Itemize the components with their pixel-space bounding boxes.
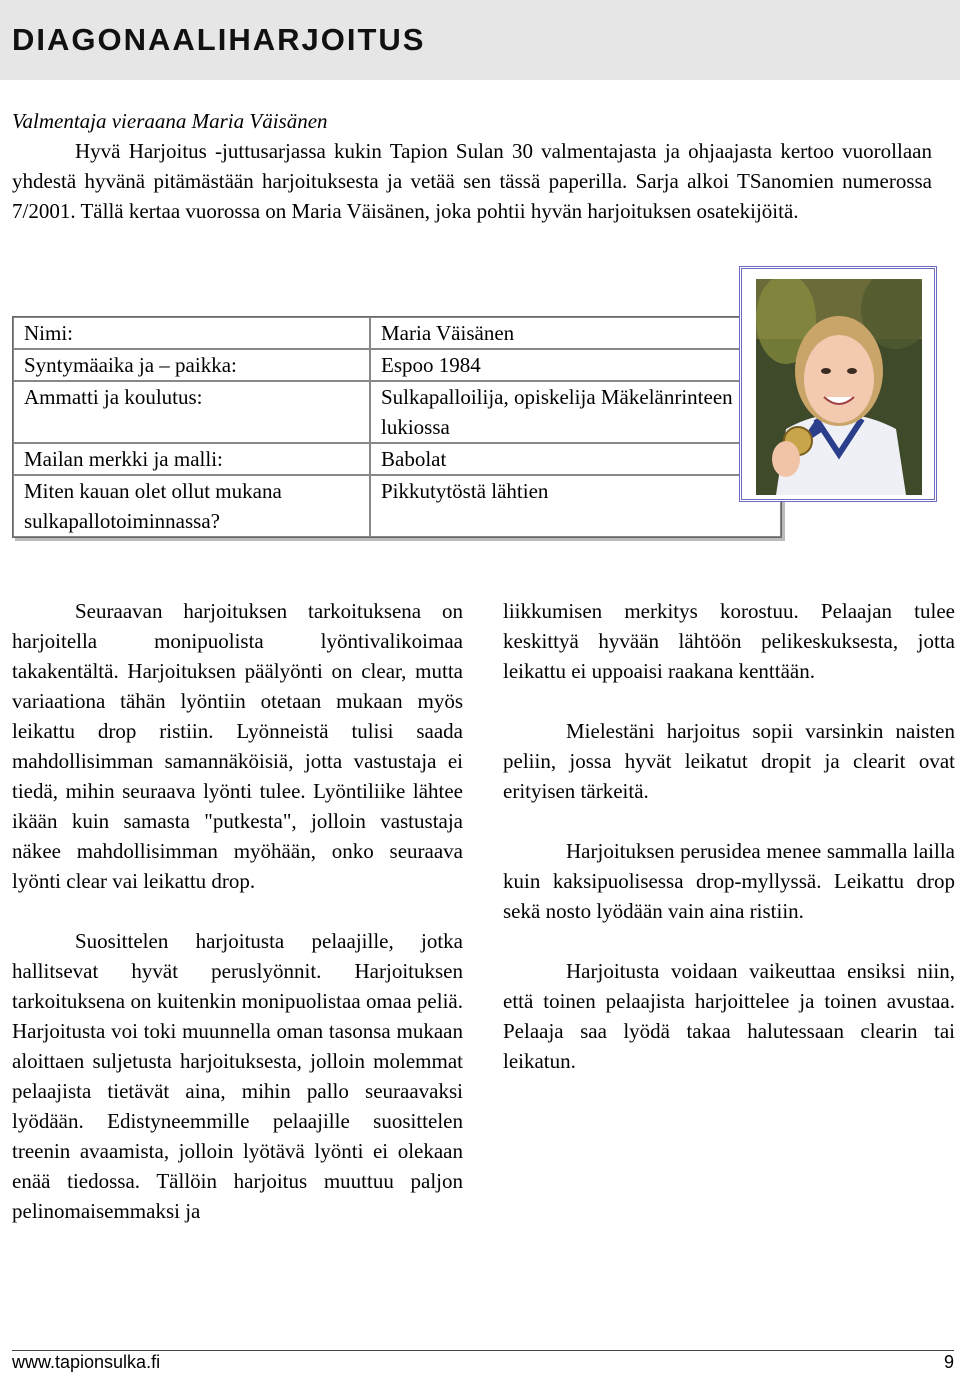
left-column [12,596,463,1226]
intro-heading: Valmentaja vieraana Maria Väisänen [12,109,328,133]
table-value: Pikkutytöstä lähtien [370,475,781,537]
body-paragraph: Harjoituksen perusidea menee sammalla lailla kuin kaksipuolisessa drop-myllyssä. Leikattu drop sekä nosto lyödään vain aina ristiin. [503,839,955,923]
table-row [13,349,781,381]
table-label: Mailan merkki ja malli: [13,443,370,475]
intro-section [12,106,932,226]
profile-table [12,316,782,538]
page-title: DIAGONAALIHARJOITUS [12,22,426,57]
body-paragraph: Mielestäni harjoitus sopii varsinkin naisten peliin, jossa hyvät leikatut dropit ja clearit ovat erityisen tärkeitä. [503,719,955,803]
table-label: Nimi: [13,317,370,349]
body-paragraph: Seuraavan harjoituksen tarkoituksena on harjoitella monipuolista lyöntivalikoimaa takakentältä. Harjoituksen päälyönti on clear, mutta variaationa tähän lyöntiin otetaan mukaan myös leikattu drop ristiin. Lyönneistä tulisi saada mahdollisimman samannäköisiä, jotta vastustaja ei tiedä, mihin seuraava lyönti tulee. Lyöntiliike lähtee ikään kuin samasta "putkesta", jolloin vastustaja näkee mahdollisimman myöhään, onko seuraava lyönti clear vai leikattu drop. [12,599,463,893]
table-label: Syntymäaika ja – paikka: [13,349,370,381]
body-paragraph: Suosittelen harjoitusta pelaajille, jotka hallitsevat hyvät peruslyönnit. Harjoituksen tarkoituksena on kuitenkin monipuolistaa omaa peliä. Harjoitusta voi toki muunnella oman tasonsa mukaan aloittaen suljetusta harjoituksesta, jolloin molemmat pelaajista tietävät aina, mihin pallo seuraavaksi lyödään. Edistyneemmille pelaajille suosittelen treenin avaamista, jolloin lyötävä lyönti ei olekaan enää tiedossa. Tällöin harjoitus muuttuu paljon pelinomaisemmaksi ja [12,929,463,1223]
table-label: Ammatti ja koulutus: [13,381,370,443]
table-row [13,381,781,443]
body-paragraph: liikkumisen merkitys korostuu. Pelaajan tulee keskittyä hyvään lähtöön pelikeskuksesta, jotta leikattu ei uppoaisi raakana kenttään. [503,599,955,683]
footer-divider [12,1350,954,1351]
table-row [13,317,781,349]
table-row [13,443,781,475]
table-value: Espoo 1984 [370,349,781,381]
table-value: Sulkapalloilija, opiskelija Mäkelänrinteen lukiossa [370,381,781,443]
page-number: 9 [943,1352,954,1372]
body-paragraph: Harjoitusta voidaan vaikeuttaa ensiksi niin, että toinen pelaajista harjoittelee ja toinen avustaa. Pelaaja saa lyödä takaa halutessaan clearin tai leikatun. [503,959,955,1073]
table-row [13,475,781,537]
title-band [0,0,960,80]
right-column [503,596,955,1076]
table-label: Miten kauan olet ollut mukana sulkapallotoiminnassa? [13,475,370,537]
portrait-image [756,279,922,495]
table-value: Babolat [370,443,781,475]
footer-url: www.tapionsulka.fi [12,1352,161,1372]
intro-paragraph: Hyvä Harjoitus -juttusarjassa kukin Tapion Sulan 30 valmentajasta ja ohjaajasta kertoo vuorollaan yhdestä hyvänä pitämästään harjoituksesta ja vetää sen tässä paperilla. Sarja alkoi TSanomien numerossa 7/2001. Tällä kertaa vuorossa on Maria Väisänen, joka pohtii hyvän harjoituksen osatekijöitä. [12,139,932,223]
page-footer [12,1352,954,1373]
table-value: Maria Väisänen [370,317,781,349]
player-photo [739,266,937,502]
